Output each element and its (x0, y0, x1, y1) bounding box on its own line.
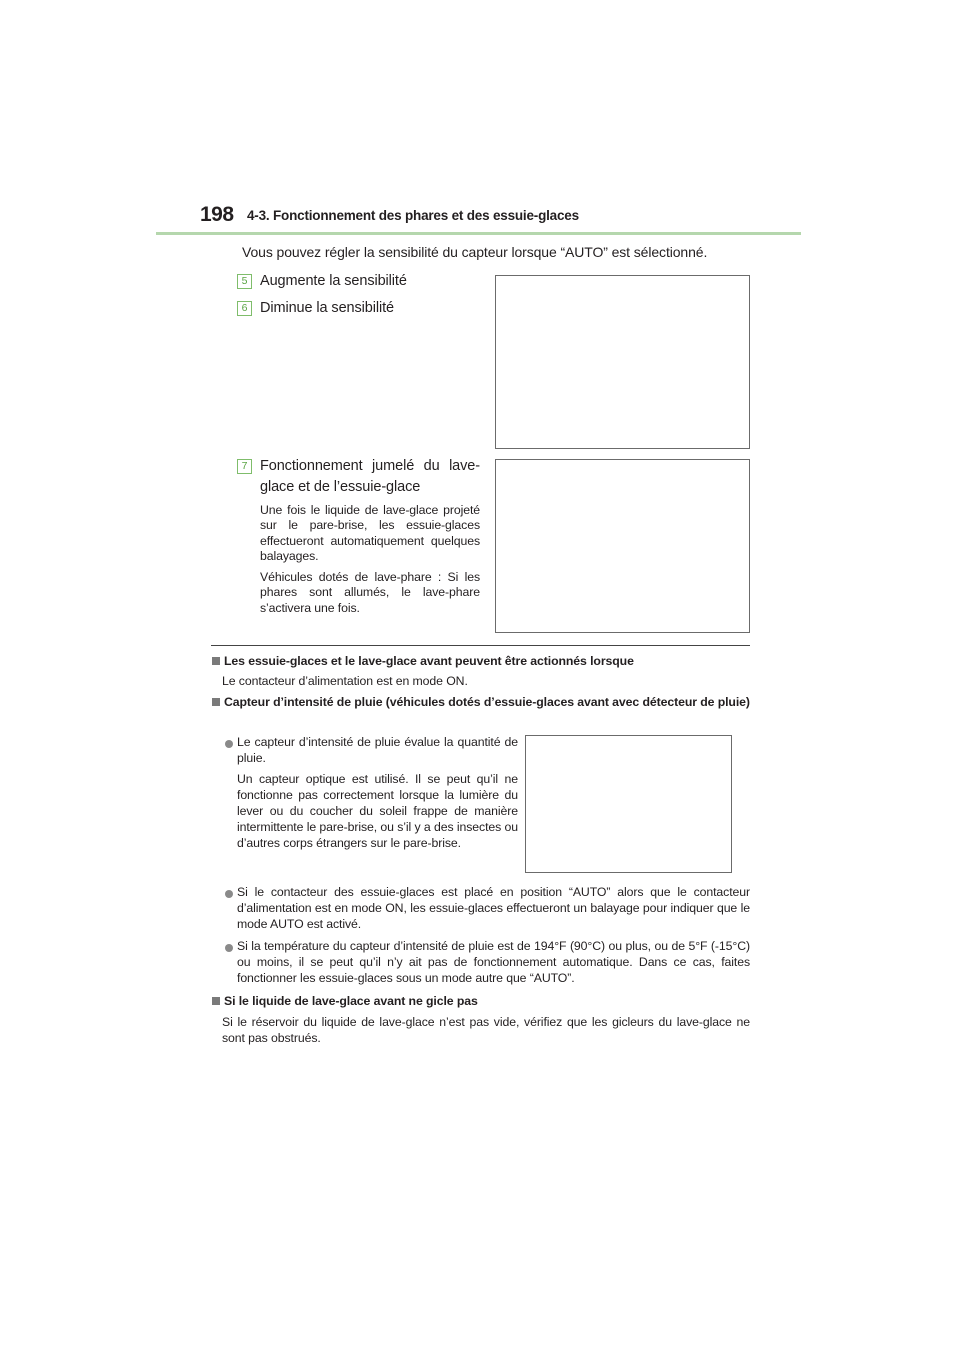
intro-text: Vous pouvez régler la sensibilité du capteur lorsque “AUTO” est sélectionné. (242, 244, 708, 260)
info-text-washer-fluid: Si le réservoir du liquide de lave-glace n’est pas vide, vérifiez que les gicleurs du lave-glace ne sont pas obstrués. (222, 1015, 750, 1045)
rain-sensor-note-2: Si le contacteur des essuie-glaces est placé en position “AUTO” alors que le contacteur d’alimentation est en mode ON, les essuie-glaces effectueront un balayage pour indiquer que le mode AUTO est activé. (237, 885, 750, 931)
header-divider (156, 232, 801, 235)
section-divider (211, 645, 750, 646)
illustration-box-rain-sensor (525, 735, 732, 873)
info-text-operation: Le contacteur d’alimentation est en mode ON. (222, 674, 468, 688)
step-badge-6: 6 (237, 301, 252, 316)
page-number: 198 (200, 203, 234, 226)
round-bullet-icon (225, 890, 233, 898)
illustration-box-washer (495, 459, 750, 633)
square-bullet-icon (212, 997, 220, 1005)
square-bullet-icon (212, 657, 220, 665)
info-heading-rain-sensor: Capteur d’intensité de pluie (véhicules dotés d’essuie-glaces avant avec détecteur de pluie) (212, 694, 752, 710)
step-badge-5: 5 (237, 274, 252, 289)
square-bullet-icon (212, 698, 220, 706)
info-heading-washer-fluid: Si le liquide de lave-glace avant ne gicle pas (212, 993, 752, 1009)
illustration-box-sensitivity (495, 275, 750, 449)
step-7-note-headlamp: Véhicules dotés de lave-phare : Si les phares sont allumés, le lave-phare s’activera une fois. (260, 570, 480, 615)
round-bullet-icon (225, 740, 233, 748)
step-label-7: Fonctionnement jumelé du lave-glace et de l’essuie-glace (260, 458, 480, 495)
rain-sensor-note-1-detail: Un capteur optique est utilisé. Il se peut qu’il ne fonctionne pas correctement lorsque la lumière du lever ou du coucher du soleil frappe de manière intermittente le pare-brise, ou s’il y a des insectes ou d’autres corps étrangers sur le pare-brise. (237, 772, 518, 850)
step-label-6: Diminue la sensibilité (260, 300, 394, 316)
rain-sensor-note-1: Le capteur d’intensité de pluie évalue la quantité de pluie. (237, 735, 518, 765)
info-heading-operation: Les essuie-glaces et le lave-glace avant peuvent être actionnés lorsque (212, 653, 752, 669)
section-title: 4-3. Fonctionnement des phares et des essuie-glaces (247, 208, 579, 223)
rain-sensor-note-3: Si la température du capteur d’intensité de pluie est de 194°F (90°C) ou plus, ou de 5°F (-15°C) ou moins, il se peut qu’il n’y ait pas de fonctionnement automatique. Dans ce cas, faites fonctionner les essuie-glaces sous un mode autre que “AUTO”. (237, 939, 750, 985)
step-badge-7: 7 (237, 459, 252, 474)
step-label-5: Augmente la sensibilité (260, 273, 407, 289)
round-bullet-icon (225, 944, 233, 952)
step-7-note: Une fois le liquide de lave-glace projeté sur le pare-brise, les essuie-glaces effectueront automatiquement quelques balayages. (260, 503, 480, 564)
